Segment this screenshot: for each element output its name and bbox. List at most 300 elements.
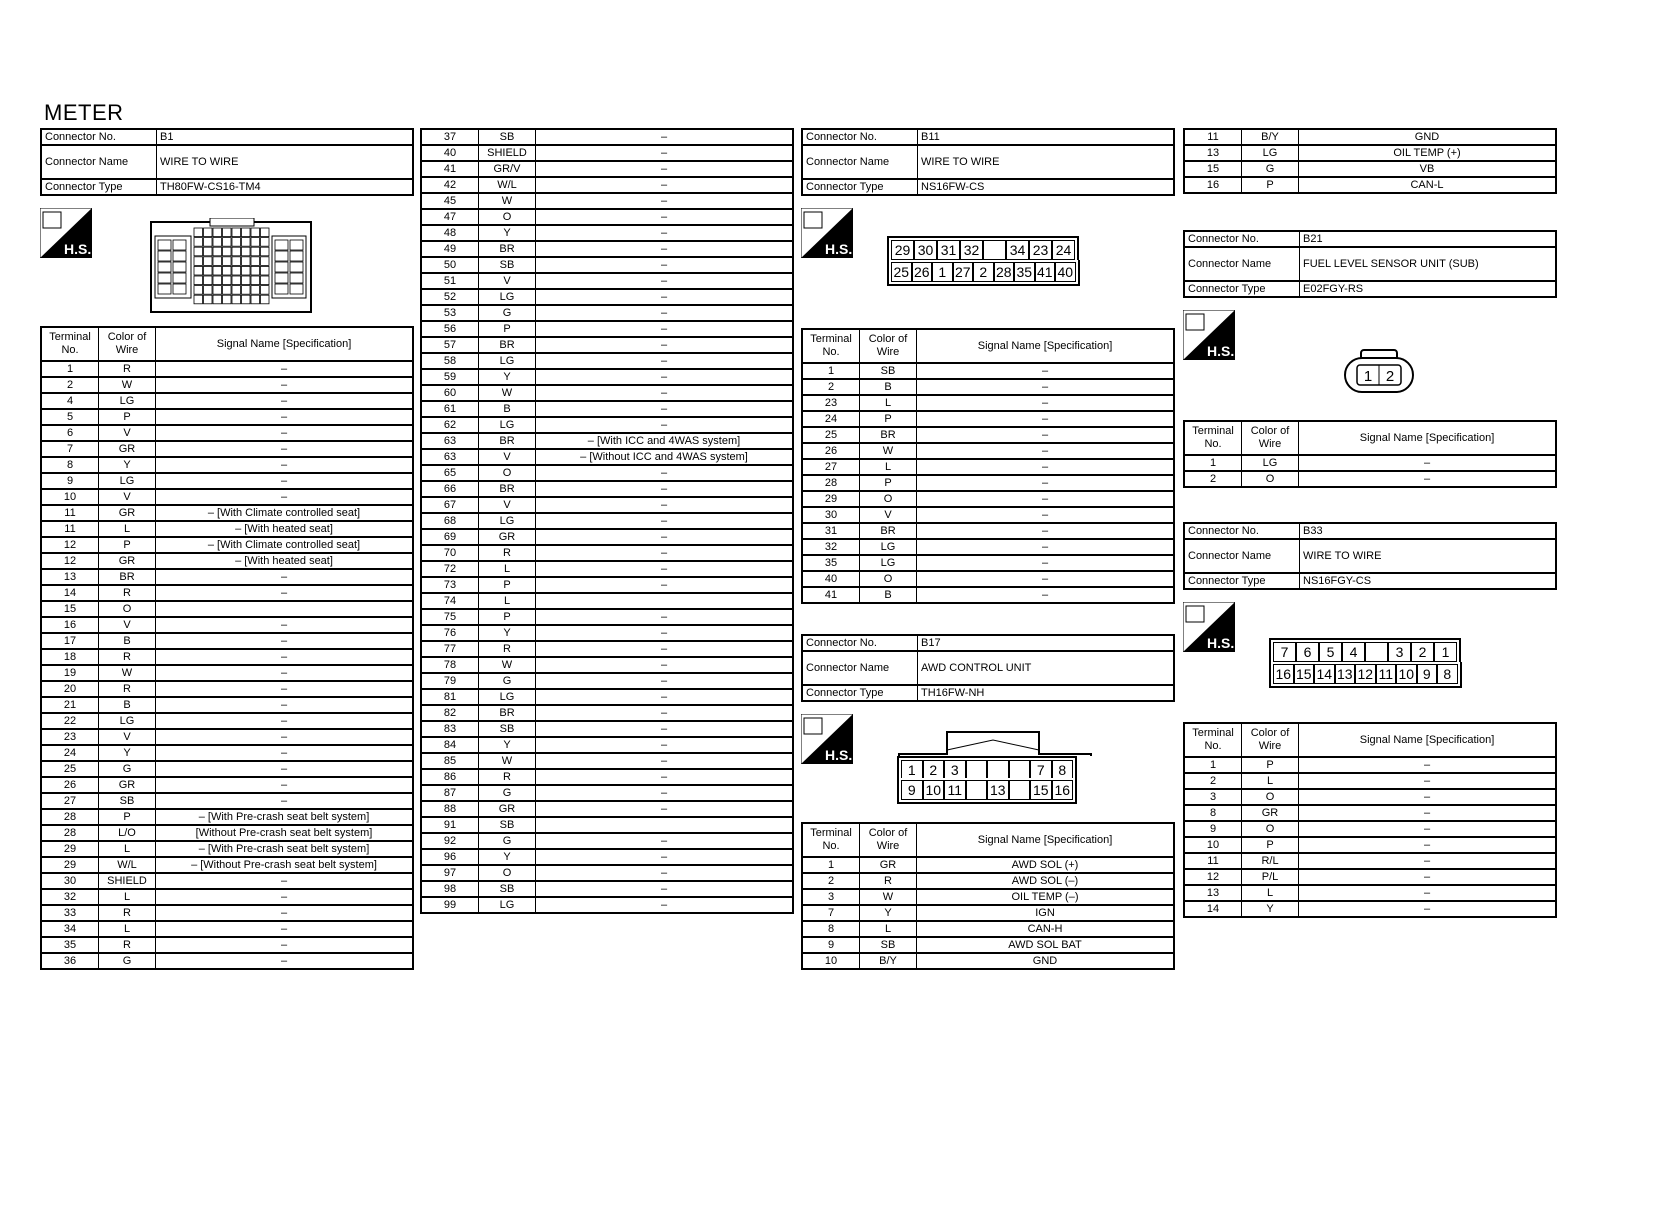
table-row (1184, 145, 1556, 161)
table-row (802, 411, 1174, 427)
signal-name-cell: – (536, 337, 794, 353)
terminal-no-cell: 2 (1184, 773, 1242, 789)
terminal-no-cell: 85 (421, 753, 479, 769)
terminal-no-cell: 1 (1184, 455, 1242, 471)
wire-color-cell: P (860, 411, 917, 427)
table-row (41, 505, 413, 521)
signal-name-cell: – [With Climate controlled seat] (156, 505, 414, 521)
signal-name-cell: – (917, 363, 1175, 379)
table-row (421, 769, 793, 785)
wire-color-cell: V (99, 489, 156, 505)
terminal-no-cell: 68 (421, 513, 479, 529)
table-row (421, 145, 793, 161)
wire-color-cell: R (479, 545, 536, 561)
wire-color-cell: L (479, 561, 536, 577)
terminal-no-cell: 11 (1184, 129, 1242, 145)
table-row (421, 737, 793, 753)
svg-text:H.S.: H.S. (1207, 343, 1235, 359)
connector-pin: 28 (994, 262, 1015, 282)
table-row (41, 441, 413, 457)
table-row (1184, 869, 1556, 885)
terminal-no-cell: 58 (421, 353, 479, 369)
terminal-no-cell: 17 (41, 633, 99, 649)
terminal-no-cell: 2 (802, 873, 860, 889)
connector-pin: 1 (932, 262, 953, 282)
table-row (802, 571, 1174, 587)
connector-pin: 7 (1273, 642, 1296, 662)
table-row (41, 633, 413, 649)
wire-color-cell: BR (99, 569, 156, 585)
connector-pin: 7 (1030, 760, 1052, 780)
wire-color-cell: R (479, 769, 536, 785)
terminal-no-cell: 98 (421, 881, 479, 897)
signal-name-cell: – (536, 529, 794, 545)
signal-name-cell: – (917, 379, 1175, 395)
harness-side-icon (801, 208, 853, 258)
signal-name-cell: – (536, 401, 794, 417)
terminal-no-cell: 12 (1184, 869, 1242, 885)
table-row (421, 849, 793, 865)
signal-name-cell: – (1299, 821, 1557, 837)
connector-type-value: TH16FW-NH (918, 685, 1175, 701)
terminal-no-cell: 33 (41, 905, 99, 921)
wire-color-cell: BR (479, 481, 536, 497)
table-row (1184, 885, 1556, 901)
table-row (421, 625, 793, 641)
page-title: METER (44, 100, 124, 125)
wire-color-cell: O (99, 601, 156, 617)
table-row (802, 523, 1174, 539)
connector-pin (983, 240, 1006, 260)
terminal-no-cell: 26 (41, 777, 99, 793)
table-row (41, 729, 413, 745)
wire-color-cell: W/L (479, 177, 536, 193)
terminal-no-cell: 14 (1184, 901, 1242, 917)
connector-b21-diagram (1343, 348, 1415, 396)
table-row (802, 491, 1174, 507)
signal-name-cell: – (156, 681, 414, 697)
signal-name-cell: – (1299, 885, 1557, 901)
connector-pin: 10 (1396, 664, 1417, 684)
terminal-no-cell: 13 (1184, 885, 1242, 901)
wire-color-cell: P/L (1242, 869, 1299, 885)
signal-name-cell: GND (917, 953, 1175, 969)
wire-color-cell: B/Y (860, 953, 917, 969)
connector-pin: 30 (914, 240, 937, 260)
connector-b17-continued (1183, 128, 1557, 918)
terminal-no-cell: 77 (421, 641, 479, 657)
terminal-no-cell: 15 (41, 601, 99, 617)
wire-color-cell: LG (479, 897, 536, 913)
terminal-no-cell: 13 (1184, 145, 1242, 161)
signal-name-cell: – (536, 497, 794, 513)
signal-name-cell: – (156, 617, 414, 633)
signal-name-cell: – (536, 545, 794, 561)
signal-name-cell: – (156, 633, 414, 649)
harness-side-icon (40, 208, 92, 258)
terminal-no-cell: 47 (421, 209, 479, 225)
signal-name-cell: – (1299, 757, 1557, 773)
terminal-no-cell: 40 (802, 571, 860, 587)
wire-color-cell: O (1242, 821, 1299, 837)
wire-color-cell: Y (1242, 901, 1299, 917)
signal-name-cell: – (536, 177, 794, 193)
wire-color-cell: GR (99, 777, 156, 793)
signal-name-cell: – (917, 507, 1175, 523)
connector-type-label: Connector Type (802, 179, 918, 195)
connector-pin: 9 (901, 780, 923, 800)
table-row (41, 649, 413, 665)
connector-figure-b17 (801, 710, 1175, 822)
terminal-no-cell: 6 (41, 425, 99, 441)
terminal-no-cell: 29 (41, 857, 99, 873)
signal-name-cell: – [Without Pre-crash seat belt system] (156, 857, 414, 873)
terminal-table-b1-continued (420, 128, 794, 914)
connector-pin: 6 (1296, 642, 1319, 662)
terminal-no-cell: 25 (41, 761, 99, 777)
table-row (421, 273, 793, 289)
wire-color-cell: G (479, 305, 536, 321)
wire-color-cell: GR (99, 441, 156, 457)
wire-color-cell: W (479, 753, 536, 769)
wire-color-cell: V (99, 617, 156, 633)
connector-name-value: WIRE TO WIRE (157, 145, 414, 179)
table-row (421, 801, 793, 817)
table-row (41, 425, 413, 441)
connector-b1 (40, 128, 414, 970)
terminal-no-cell: 81 (421, 689, 479, 705)
table-row (802, 921, 1174, 937)
connector-b33-diagram-bottom (1269, 662, 1462, 688)
terminal-no-cell: 35 (41, 937, 99, 953)
signal-name-cell: – (536, 753, 794, 769)
wire-color-cell: LG (99, 473, 156, 489)
signal-name-cell: – (156, 745, 414, 761)
signal-name-cell: – (536, 465, 794, 481)
connector-type-label: Connector Type (802, 685, 918, 701)
terminal-no-cell: 87 (421, 785, 479, 801)
table-row (421, 721, 793, 737)
wire-color-cell: G (479, 833, 536, 849)
terminal-no-cell: 40 (421, 145, 479, 161)
color-header: Color of Wire (1242, 723, 1299, 757)
wire-color-cell: O (479, 865, 536, 881)
signal-name-cell: – (536, 577, 794, 593)
table-row (421, 497, 793, 513)
wire-color-cell: Y (479, 737, 536, 753)
table-row (421, 865, 793, 881)
table-row (421, 225, 793, 241)
connector-b11-diagram-bottom (887, 260, 1080, 286)
signal-name-cell: – (536, 225, 794, 241)
connector-info-b21 (1183, 230, 1557, 298)
connector-pin: 1 (1363, 368, 1373, 385)
terminal-no-cell: 12 (41, 553, 99, 569)
connector-pin: 25 (891, 262, 912, 282)
signal-name-cell: – (156, 729, 414, 745)
wire-color-cell: Y (99, 457, 156, 473)
signal-name-cell: – (1299, 789, 1557, 805)
signal-name-cell: – (156, 665, 414, 681)
table-row (802, 507, 1174, 523)
connector-pin: 24 (1052, 240, 1075, 260)
terminal-no-cell: 10 (1184, 837, 1242, 853)
terminal-no-cell: 21 (41, 697, 99, 713)
terminal-no-cell: 28 (802, 475, 860, 491)
terminal-table-b11 (801, 328, 1175, 604)
svg-text:H.S.: H.S. (825, 747, 853, 763)
harness-side-icon (801, 714, 853, 764)
signal-header: Signal Name [Specification] (156, 327, 414, 361)
wire-color-cell: W (479, 385, 536, 401)
terminal-no-cell: 84 (421, 737, 479, 753)
terminal-no-cell: 20 (41, 681, 99, 697)
connector-b17-diagram-bottom (897, 778, 1077, 804)
terminal-no-header: Terminal No. (1184, 421, 1242, 455)
terminal-no-cell: 1 (802, 363, 860, 379)
table-row (421, 657, 793, 673)
connector-pin: 11 (1376, 664, 1397, 684)
wire-color-cell: GR (99, 553, 156, 569)
table-row (421, 369, 793, 385)
terminal-no-cell: 23 (41, 729, 99, 745)
wire-color-cell: Y (479, 225, 536, 241)
table-row (1184, 161, 1556, 177)
wire-color-cell: O (479, 209, 536, 225)
terminal-no-cell: 67 (421, 497, 479, 513)
wire-color-cell: R (99, 585, 156, 601)
wire-color-cell: LG (1242, 455, 1299, 471)
signal-name-cell: – [With Pre-crash seat belt system] (156, 841, 414, 857)
connector-no-value: B17 (918, 635, 1175, 651)
table-row (41, 937, 413, 953)
table-row (41, 361, 413, 377)
terminal-no-cell: 31 (802, 523, 860, 539)
table-row (802, 379, 1174, 395)
connector-pin: 15 (1030, 780, 1052, 800)
table-row (41, 777, 413, 793)
connector-no-label: Connector No. (802, 129, 918, 145)
table-row (802, 363, 1174, 379)
signal-name-cell: – (917, 555, 1175, 571)
terminal-no-cell: 32 (802, 539, 860, 555)
signal-name-cell: – [With Climate controlled seat] (156, 537, 414, 553)
wire-color-cell: GR/V (479, 161, 536, 177)
signal-name-cell: – (536, 881, 794, 897)
connector-b17-latch (897, 730, 1093, 756)
terminal-no-cell: 9 (1184, 821, 1242, 837)
terminal-no-cell: 11 (1184, 853, 1242, 869)
wire-color-cell: L (860, 921, 917, 937)
signal-name-cell (536, 593, 794, 609)
connector-pin: 2 (1411, 642, 1434, 662)
wire-color-cell: G (479, 785, 536, 801)
connector-no-label: Connector No. (41, 129, 157, 145)
table-row (421, 481, 793, 497)
connector-pin (966, 760, 988, 780)
table-row (802, 953, 1174, 969)
signal-name-cell: – (156, 409, 414, 425)
table-row (421, 177, 793, 193)
connector-pin: 13 (1335, 664, 1356, 684)
connector-no-label: Connector No. (802, 635, 918, 651)
terminal-no-cell: 2 (1184, 471, 1242, 487)
terminal-no-cell: 83 (421, 721, 479, 737)
terminal-no-cell: 51 (421, 273, 479, 289)
connector-pin: 40 (1055, 262, 1076, 282)
signal-name-cell: CAN-H (917, 921, 1175, 937)
terminal-no-cell: 86 (421, 769, 479, 785)
signal-name-cell: – [With Pre-crash seat belt system] (156, 809, 414, 825)
table-row (802, 427, 1174, 443)
wire-color-cell: LG (479, 353, 536, 369)
table-row (421, 513, 793, 529)
signal-header: Signal Name [Specification] (1299, 723, 1557, 757)
wire-color-cell: SB (479, 817, 536, 833)
wire-color-cell: GR (479, 801, 536, 817)
terminal-no-cell: 8 (1184, 805, 1242, 821)
signal-name-cell: – [With ICC and 4WAS system] (536, 433, 794, 449)
wire-color-cell: R (99, 681, 156, 697)
table-row (802, 475, 1174, 491)
terminal-no-header: Terminal No. (41, 327, 99, 361)
table-row (41, 713, 413, 729)
wire-color-cell: LG (860, 555, 917, 571)
table-row (41, 873, 413, 889)
table-row (41, 569, 413, 585)
harness-side-icon (1183, 602, 1235, 652)
table-row (41, 665, 413, 681)
table-row (1184, 773, 1556, 789)
signal-name-cell: AWD SOL BAT (917, 937, 1175, 953)
terminal-no-cell: 23 (802, 395, 860, 411)
terminal-no-cell: 27 (802, 459, 860, 475)
wire-color-cell: W (99, 377, 156, 393)
terminal-no-cell: 50 (421, 257, 479, 273)
table-row (41, 697, 413, 713)
table-row (1184, 789, 1556, 805)
table-row (1184, 853, 1556, 869)
wire-color-cell: O (1242, 789, 1299, 805)
terminal-no-cell: 57 (421, 337, 479, 353)
signal-name-cell: – (536, 801, 794, 817)
wire-color-cell: L (1242, 773, 1299, 789)
signal-name-cell: – (536, 849, 794, 865)
table-row (421, 785, 793, 801)
terminal-no-cell: 1 (1184, 757, 1242, 773)
table-row (41, 537, 413, 553)
signal-name-cell: – (536, 417, 794, 433)
terminal-no-cell: 25 (802, 427, 860, 443)
signal-name-cell: – (536, 833, 794, 849)
table-row (41, 393, 413, 409)
table-row (802, 395, 1174, 411)
table-row (802, 539, 1174, 555)
table-row (41, 921, 413, 937)
signal-name-cell: – (536, 289, 794, 305)
signal-name-cell: GND (1299, 129, 1557, 145)
signal-name-cell: – (156, 713, 414, 729)
signal-name-cell: – (917, 475, 1175, 491)
table-row (802, 937, 1174, 953)
wire-color-cell: G (99, 953, 156, 969)
signal-name-cell: – [With heated seat] (156, 553, 414, 569)
signal-name-cell: – (1299, 773, 1557, 789)
terminal-no-cell: 30 (41, 873, 99, 889)
table-row (802, 555, 1174, 571)
wire-color-cell: W (479, 193, 536, 209)
wire-color-cell: P (99, 809, 156, 825)
terminal-no-cell: 7 (802, 905, 860, 921)
connector-pin: 5 (1319, 642, 1342, 662)
wire-color-cell: R (99, 649, 156, 665)
signal-name-cell: – (536, 129, 794, 145)
wire-color-cell: SB (860, 363, 917, 379)
table-row (41, 681, 413, 697)
connector-pin: 1 (1434, 642, 1457, 662)
connector-pin (987, 760, 1009, 780)
connector-pin (1009, 780, 1031, 800)
table-row (41, 809, 413, 825)
wire-color-cell: L (1242, 885, 1299, 901)
table-row (421, 305, 793, 321)
signal-header: Signal Name [Specification] (1299, 421, 1557, 455)
signal-name-cell: – (156, 889, 414, 905)
signal-name-cell: – (536, 193, 794, 209)
signal-name-cell: – (536, 865, 794, 881)
signal-name-cell: – (1299, 869, 1557, 885)
signal-name-cell: – (536, 385, 794, 401)
table-row (802, 873, 1174, 889)
terminal-no-cell: 10 (802, 953, 860, 969)
terminal-no-cell: 52 (421, 289, 479, 305)
signal-name-cell: OIL TEMP (–) (917, 889, 1175, 905)
terminal-no-cell: 19 (41, 665, 99, 681)
wire-color-cell: V (479, 273, 536, 289)
terminal-no-cell: 63 (421, 449, 479, 465)
color-header: Color of Wire (1242, 421, 1299, 455)
signal-header: Signal Name [Specification] (917, 823, 1175, 857)
connector-pin: 9 (1417, 664, 1438, 684)
terminal-no-cell: 3 (802, 889, 860, 905)
wire-color-cell: L (479, 593, 536, 609)
wire-color-cell: BR (479, 241, 536, 257)
table-row (421, 321, 793, 337)
signal-name-cell: – (536, 209, 794, 225)
wire-color-cell: BR (479, 705, 536, 721)
svg-text:H.S.: H.S. (1207, 635, 1235, 651)
table-row (421, 241, 793, 257)
wire-color-cell: G (479, 673, 536, 689)
table-row (41, 761, 413, 777)
terminal-table-b21 (1183, 420, 1557, 488)
signal-name-cell: – (536, 369, 794, 385)
signal-name-cell: – (917, 539, 1175, 555)
wire-color-cell: V (479, 497, 536, 513)
wire-color-cell: G (1242, 161, 1299, 177)
wire-color-cell: LG (479, 513, 536, 529)
table-row (421, 897, 793, 913)
signal-name-cell: – (1299, 471, 1557, 487)
connector-name-value: WIRE TO WIRE (918, 145, 1175, 179)
terminal-table-b17 (801, 822, 1175, 970)
connector-name-label: Connector Name (41, 145, 157, 179)
signal-name-cell: – (917, 523, 1175, 539)
signal-name-cell: – [With heated seat] (156, 521, 414, 537)
table-row (41, 745, 413, 761)
table-row (421, 209, 793, 225)
wire-color-cell: P (1242, 837, 1299, 853)
